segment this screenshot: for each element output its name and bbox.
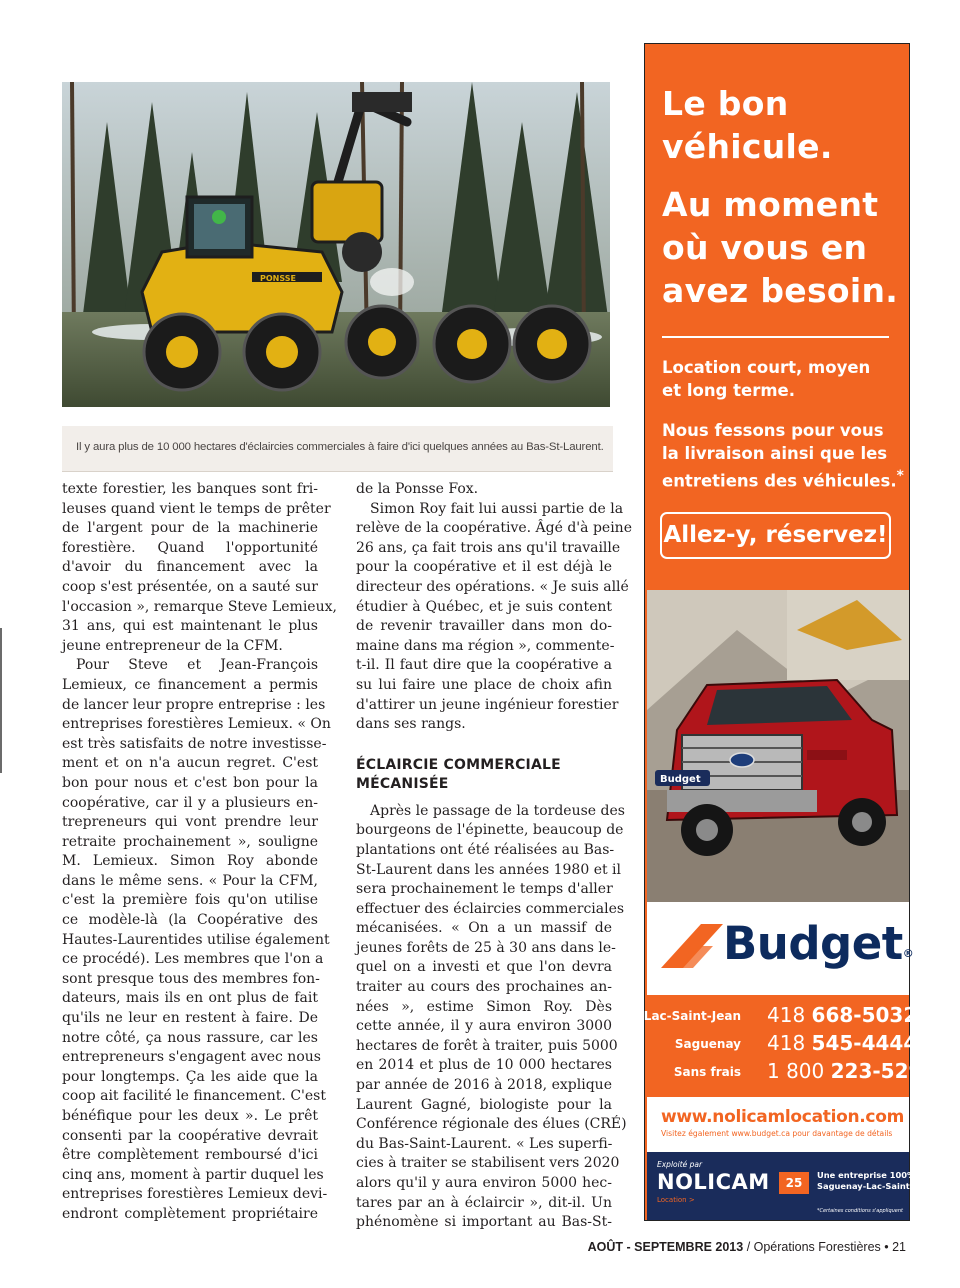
- text-line: Pour Steve et Jean-François: [76, 657, 318, 674]
- text-line: St-Laurent dans les années 1980 et il: [356, 861, 622, 878]
- text-line: Simon Roy fait lui aussi partie de la: [370, 500, 624, 517]
- ad-text-line: et long terme.: [662, 381, 795, 400]
- text-line: pour la coopérative et il est déjà le: [356, 559, 612, 576]
- text-line: maine dans ma région », commente-: [356, 637, 615, 654]
- page-edge-rule: [0, 628, 2, 773]
- text-line: dans ses rangs.: [356, 716, 466, 733]
- ad-text-line: Location court, moyen: [662, 358, 871, 377]
- ad-text-line: [662, 465, 904, 493]
- text-line: 26 ans, ça fait trois ans qu'il travaille: [356, 539, 621, 556]
- nolicam-logo: NOLICAM: [657, 1170, 770, 1194]
- operator-desc-line: Une entreprise 100% du: [817, 1170, 931, 1180]
- text-line: leuses quand vient le temps de prêter: [62, 500, 331, 517]
- phone-prefix: 1 800: [767, 1059, 831, 1083]
- issue-date: AOÛT - SEPTEMBRE 2013: [587, 1240, 744, 1254]
- phone-row[interactable]: [643, 1003, 918, 1029]
- ad-rental-terms: [662, 356, 870, 402]
- text-line: dateurs, mais ils en ont plus de fait: [62, 990, 318, 1007]
- text-line: jeunes forêts de 25 à 30 ans dans le-: [356, 939, 616, 956]
- budget-logo-box: [647, 902, 914, 995]
- text-line: directeur des opérations. « Je suis allé: [356, 578, 629, 595]
- phone-row[interactable]: [647, 1059, 937, 1085]
- fine-print: *Certaines conditions s'appliquent: [816, 1208, 903, 1214]
- text-line: par année de 2016 à 2018, explique: [356, 1077, 612, 1094]
- operator-location: Location >: [657, 1196, 695, 1204]
- text-line: traiter au cours des prochaines an-: [356, 979, 612, 996]
- text-line: consenti par la coopérative devrait: [62, 1127, 318, 1144]
- ad-headline-1: [662, 82, 833, 168]
- text-line: l'occasion », remarque Steve Lemieux,: [62, 598, 337, 615]
- ad-headline-line: Le bon: [662, 84, 789, 123]
- phone-row[interactable]: [647, 1031, 918, 1057]
- ad-divider: [662, 336, 889, 338]
- text-line: ce procédé). Les membres que l'on a: [62, 951, 324, 968]
- text-line: tares par an à éclaircir », dit-il. Un: [356, 1194, 612, 1211]
- text-line: cette année, il y aura environ 3000: [356, 1018, 612, 1035]
- phone-digits: 668-5032: [811, 1003, 918, 1027]
- text-line: phénomène si important au Bas-St-: [356, 1214, 612, 1231]
- text-line: sont presque tous des membres fon-: [62, 970, 320, 987]
- article-column-left: [62, 480, 337, 1225]
- phone-number[interactable]: [767, 1031, 917, 1055]
- text-line: de la Ponsse Fox.: [356, 481, 479, 497]
- text-line: M. Lemieux. Simon Roy abonde: [62, 853, 318, 870]
- website-link[interactable]: www.nolicamlocation.com: [661, 1107, 905, 1127]
- text-line: forestière. Quand l'opportunité: [62, 539, 318, 556]
- text-line: de revenir travailler dans mon do-: [356, 618, 612, 635]
- text-line: mécanisées. « On a un massif de: [356, 920, 612, 937]
- text-line: ment et on n'a aucun regret. C'est: [62, 755, 318, 772]
- text-line: nées », estime Simon Roy. Dès: [356, 998, 612, 1015]
- text-line: être complètement remboursé d'ici: [62, 1147, 318, 1164]
- text-line: t-il. Il faut dire que la coopérative a: [356, 657, 612, 674]
- operator-label: Exploité par: [657, 1160, 703, 1169]
- text-line: su lui faire une place de choix afin: [356, 676, 612, 693]
- magazine-page: / Opérations Forestières • 21: [743, 1240, 906, 1254]
- text-line: plantations ont été réalisées au Bas-: [356, 841, 615, 858]
- text-line: notre côté, ça nous rassure, car les: [62, 1029, 318, 1046]
- text-line: entrepreneurs s'engagent avec nous: [62, 1049, 321, 1066]
- text-line: cinq ans, moment à partir duquel les: [62, 1166, 324, 1183]
- photo-caption: Il y aura plus de 10 000 hectares d'éclaircies commerciales à faire d'ici quelques années au Bas-St-Laurent.: [76, 441, 604, 453]
- ad-text-line: Nous fessons pour vous: [662, 421, 884, 440]
- phone-number[interactable]: [767, 1003, 917, 1027]
- registered-mark: ®: [902, 947, 914, 960]
- ad-text-part: ainsi que les: [764, 444, 888, 463]
- phone-digits: 223-5292: [830, 1059, 937, 1083]
- forestry-machine-photo: [62, 82, 610, 407]
- budget-arrow-icon: [661, 924, 723, 968]
- section-heading-cont: MÉCANISÉE: [356, 775, 449, 792]
- text-line: coop s'est présentée, on a sauté sur: [62, 578, 318, 595]
- text-line: effectuer des éclaircies commerciales: [356, 900, 625, 917]
- text-line: de lancer leur propre entreprise : les: [62, 696, 326, 713]
- text-line: étudier à Québec, et je suis content: [356, 598, 612, 615]
- website-box[interactable]: [647, 1097, 909, 1152]
- ad-headline-2: [662, 183, 898, 312]
- text-line: alors qu'il y aura environ 5000 hec-: [356, 1175, 612, 1191]
- text-line: endront complètement propriétaire: [62, 1205, 318, 1222]
- text-line: qu'ils ne leur en restent à faire. De: [62, 1010, 318, 1027]
- text-line: bon pour nous et c'est bon pour la: [62, 774, 318, 791]
- phone-number[interactable]: [767, 1059, 936, 1083]
- text-line: d'avoir du financement avec la: [62, 559, 318, 576]
- phone-location: Saguenay: [674, 1037, 741, 1051]
- text-line: 31 ans, qui est maintenant le plus: [62, 618, 318, 635]
- text-line: coopérative, car il y a plusieurs en-: [62, 794, 318, 811]
- operator-desc-line: Saguenay-Lac-Saint-Jean: [817, 1181, 934, 1191]
- text-line: trepreneurs qui vont prendre leur: [62, 814, 318, 831]
- reserve-button[interactable]: Allez-y, réservez!: [660, 512, 891, 559]
- ad-service-text: [662, 419, 904, 493]
- phone-location: Lac-Saint-Jean: [643, 1009, 741, 1023]
- text-line: bénéfique pour les deux ». Le prêt: [62, 1108, 318, 1124]
- text-line: cies à traiter se stabilisent vers 2020: [356, 1155, 620, 1172]
- text-line: Lemieux, ce financement a permis: [62, 676, 318, 693]
- photo-caption-box: [62, 426, 613, 472]
- truck-budget-badge: Budget: [660, 774, 701, 785]
- text-line: entreprises forestières Lemieux. « On: [62, 716, 331, 733]
- text-line: de l'argent pour de la machinerie: [62, 520, 318, 537]
- ad-headline-line: avez besoin.: [662, 271, 899, 310]
- text-line: du Bas-Saint-Laurent. « Les superfi-: [356, 1135, 613, 1152]
- ad-text-part: la: [662, 444, 685, 463]
- ad-headline-line: Au moment: [662, 185, 879, 224]
- operator-description: [817, 1170, 933, 1192]
- text-line: texte forestier, les banques sont fri-: [62, 481, 318, 497]
- phone-list: [643, 995, 937, 1097]
- ad-headline-line: où vous en: [662, 228, 868, 267]
- text-line: Après le passage de la tordeuse des: [370, 802, 625, 819]
- section-heading: ÉCLAIRCIE COMMERCIALE: [356, 756, 561, 773]
- ad-text-bold: entretiens: [662, 471, 759, 491]
- phone-prefix: 418: [767, 1003, 812, 1027]
- article-column-right: [356, 480, 632, 1233]
- phone-prefix: 418: [767, 1031, 812, 1055]
- text-line: Hautes-Laurentides utilise également: [62, 931, 330, 948]
- budget-advertisement[interactable]: [643, 43, 937, 1221]
- text-line: dans le même sens. « Pour la CFM,: [62, 872, 318, 889]
- text-line: c'est la première fois qu'on utilise: [62, 892, 318, 909]
- phone-digits: 545-4444: [811, 1031, 918, 1055]
- text-line: ce modèle-là (la Coopérative des: [62, 912, 318, 929]
- budget-logo-text: Budget: [723, 917, 903, 970]
- text-line: est très satisfaits de notre investisse-: [62, 735, 327, 752]
- text-line: retraite prochainement », souligne: [62, 833, 318, 850]
- text-line: bourgeons de l'épinette, beaucoup de: [356, 822, 624, 839]
- text-line: hectares de forêt à traiter, puis 5000: [356, 1037, 618, 1054]
- text-line: Conférence régionale des élues (CRÉ): [356, 1116, 627, 1133]
- ad-asterisk: *: [896, 468, 904, 484]
- text-line: en 2014 et plus de 10 000 hectares: [356, 1057, 612, 1074]
- text-line: d'attirer un jeune ingénieur forestier: [356, 696, 619, 713]
- text-line: entreprises forestières Lemieux devi-: [62, 1186, 328, 1203]
- page-footer: [588, 1240, 906, 1254]
- text-line: coop ait facilité le financement. C'est: [62, 1088, 326, 1105]
- text-line: pour longtemps. Ça les aide que la: [62, 1068, 318, 1085]
- text-line: quel on a investi et que l'on devra: [356, 959, 612, 976]
- text-line: relève de la coopérative. Âgé d'à peine: [356, 520, 632, 537]
- operator-banner: [647, 1152, 934, 1220]
- budget-logo: [723, 914, 913, 974]
- red-pickup-truck-image: [647, 590, 909, 902]
- ad-headline-line: véhicule.: [662, 127, 833, 166]
- machine-brand-text: PONSSE: [260, 274, 296, 283]
- ad-text-line: [662, 442, 904, 465]
- ad-text-bold: livraison: [684, 444, 765, 463]
- phone-location: Sans frais: [673, 1065, 741, 1079]
- anniversary-badge: 25: [779, 1172, 809, 1194]
- ad-text-part: des véhicules.: [758, 471, 897, 491]
- text-line: sera prochainement le temps d'aller: [356, 881, 613, 898]
- website-subtext: Visitez également www.budget.ca pour davantage de détails: [661, 1129, 893, 1138]
- text-line: jeune entrepreneur de la CFM.: [62, 637, 283, 654]
- text-line: Laurent Gagné, biologiste pour la: [356, 1096, 612, 1113]
